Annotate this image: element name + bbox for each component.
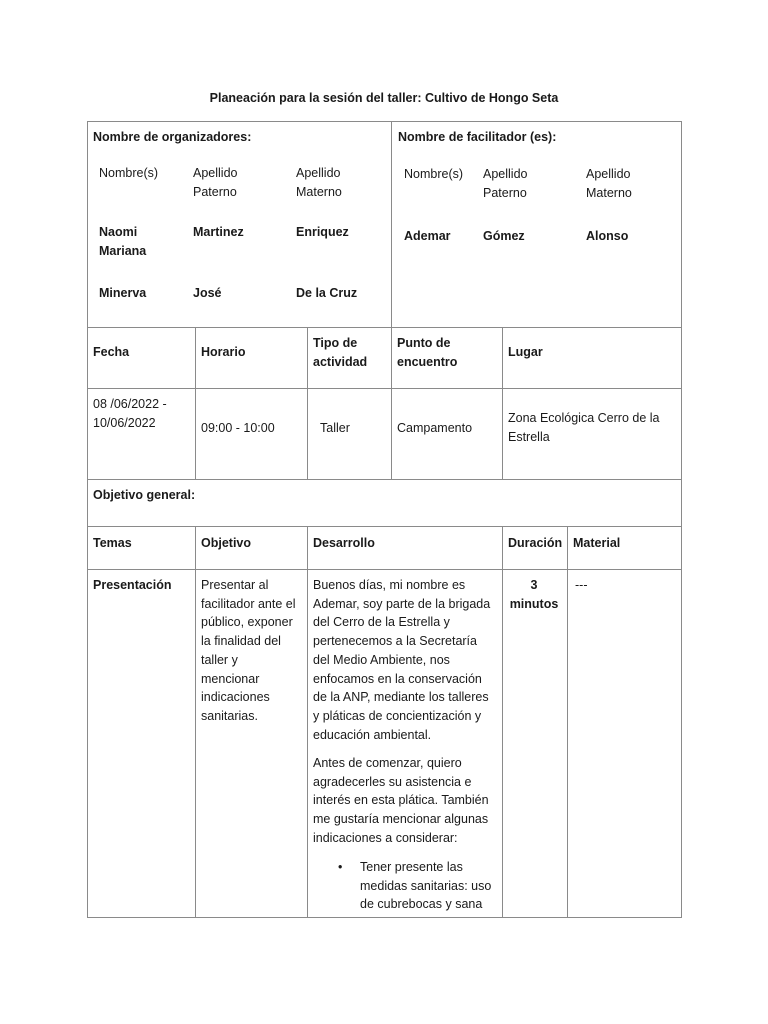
header-punto-encuentro: Punto de encuentro <box>397 336 458 369</box>
row-divider <box>88 327 681 328</box>
organizer-materno: Enriquez <box>296 225 349 239</box>
header-desarrollo: Desarrollo <box>313 536 375 550</box>
organizers-heading: Nombre de organizadores: <box>93 130 252 144</box>
header-lugar: Lugar <box>508 345 543 359</box>
objetivo-general-label: Objetivo general: <box>93 488 196 502</box>
header-material: Material <box>573 536 621 550</box>
lugar-value: Zona Ecológica Cerro de la Estrella <box>508 411 660 444</box>
organizers-col-paterno: Apellido Paterno <box>193 166 238 199</box>
organizer-name: Naomi Mariana <box>99 225 147 258</box>
horario-value: 09:00 - 10:00 <box>201 421 275 435</box>
organizer-name: Minerva <box>99 286 147 300</box>
col-divider <box>195 327 196 479</box>
col-divider <box>391 327 392 479</box>
desarrollo-paragraph: Antes de comenzar, quiero agradecerles su asistencia e interés en esta plática. También me gustaría mencionar algunas indicaciones a considerar: <box>313 756 489 845</box>
facilitator-materno: Alonso <box>586 229 629 243</box>
organizer-materno: De la Cruz <box>296 286 358 300</box>
punto-encuentro-value: Campamento <box>397 421 473 435</box>
organizers-col-names: Nombre(s) <box>99 166 159 180</box>
duracion-value: 3 minutos <box>509 578 559 611</box>
header-objetivo: Objetivo <box>201 536 252 550</box>
organizer-paterno: Martinez <box>193 225 244 239</box>
facilitator-paterno: Gómez <box>483 229 525 243</box>
col-divider <box>502 327 503 479</box>
col-divider <box>307 327 308 479</box>
tipo-actividad-value: Taller <box>320 421 350 435</box>
header-tipo-actividad: Tipo de actividad <box>313 336 368 369</box>
facilitator-name: Ademar <box>404 229 451 243</box>
row-divider <box>88 479 681 480</box>
col-divider <box>307 526 308 918</box>
col-divider <box>391 122 392 327</box>
row-divider <box>88 388 681 389</box>
desarrollo-paragraph: Buenos días, mi nombre es Ademar, soy parte de la brigada del Cerro de la Estrella y pertenecemos a la Secretaría del Medio Ambiente, nos enfocamos en la conservación de la ANP, mediante los talleres y pláticas de concientización y educación ambiental. <box>313 578 491 742</box>
facilitators-heading: Nombre de facilitador (es): <box>398 130 557 144</box>
desarrollo-bullet-list <box>338 858 498 914</box>
header-fecha: Fecha <box>93 345 130 359</box>
facilitators-col-paterno: Apellido Paterno <box>483 167 528 200</box>
facilitators-col-names: Nombre(s) <box>404 167 464 181</box>
material-value: --- <box>575 578 588 592</box>
col-divider <box>502 526 503 918</box>
header-temas: Temas <box>93 536 132 550</box>
col-divider <box>567 526 568 918</box>
objetivo-value: Presentar al facilitador ante el público, exponer la finalidad del taller y mencionar indicaciones sanitarias. <box>201 578 296 723</box>
header-duracion: Duración <box>508 536 563 550</box>
fecha-value: 08 /06/2022 - 10/06/2022 <box>93 397 167 430</box>
header-horario: Horario <box>201 345 246 359</box>
col-divider <box>195 526 196 918</box>
row-divider <box>88 569 681 570</box>
document-title: Planeación para la sesión del taller: Cultivo de Hongo Seta <box>209 91 559 105</box>
facilitators-col-materno: Apellido Materno <box>586 167 632 200</box>
organizers-col-materno: Apellido Materno <box>296 166 342 199</box>
desarrollo-bullet: • Tener presente las medidas sanitarias: uso de cubrebocas y sana <box>338 858 498 914</box>
organizer-paterno: José <box>193 286 222 300</box>
tema-value: Presentación <box>93 578 172 592</box>
row-divider <box>88 526 681 527</box>
planning-table <box>87 121 682 918</box>
